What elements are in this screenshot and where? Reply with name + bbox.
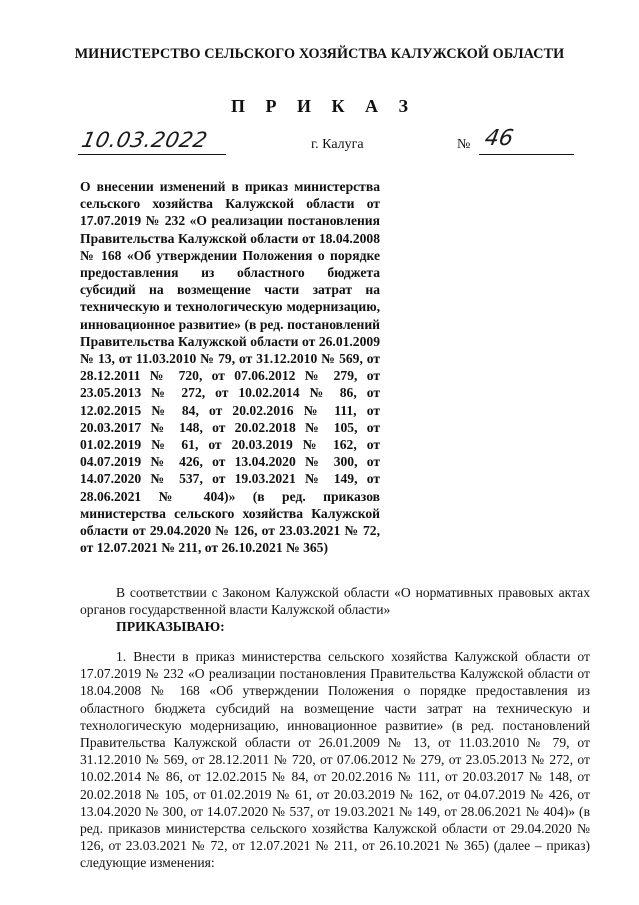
clause-1-paragraph: 1. Внести в приказ министерства сельского хозяйства Калужской области от 17.07.2019 № 232 «О реализации постановления Правительства Калужской области от 18.04.2008 № 168 «Об утверждении Положения о порядке предоставления из областного бюджета субсидий на возмещение части затрат на техническую и технологическую модернизацию, инновационное развитие» (в ред. постановлений Правительства Калужской области от 26.01.2009 № 13, от 11.03.2010 № 79, от 31.12.2010 № 569, от 28.12.2011 № 720, от 07.06.2012 № 279, от 23.05.2013 № 272, от 10.02.2014 № 86, от 12.02.2015 № 84, от 20.02.2016 № 111, от 20.03.2017 № 148, от 20.02.2018 № 105, от 01.02.2019 № 61, от 20.03.2019 № 162, от 04.07.2019 № 426, от 13.04.2020 № 300, от 14.07.2020 № 537, от 19.03.2021 № 149, от 28.06.2021 № 404)» (в ред. приказов министерства сельского хозяйства Калужской области от 29.04.2020 № 126, от 23.03.2021 № 72, от 12.07.2021 № 211, от 26.10.2021 № 365) (далее – приказ) следующие изменения: (80, 649, 590, 871)
number-underline (479, 154, 574, 155)
order-city: г. Калуга (311, 137, 364, 152)
order-date-field (78, 128, 226, 155)
order-title: П Р И К А З (230, 96, 417, 116)
order-number-sign: № (457, 137, 471, 152)
order-date-handwritten: 10.03.2022 (79, 128, 210, 152)
date-underline (78, 154, 226, 155)
order-number-handwritten: 46 (482, 126, 516, 151)
command-word: ПРИКАЗЫВАЮ: (116, 619, 225, 634)
legal-basis-paragraph: В соответствии с Законом Калужской области «О нормативных правовых актах органов государственной власти Калужской области» (80, 585, 590, 617)
order-number-field (479, 126, 574, 155)
ministry-name: МИНИСТЕРСТВО СЕЛЬСКОГО ХОЗЯЙСТВА КАЛУЖСКОЙ ОБЛАСТИ (74, 46, 565, 62)
order-subject: О внесении изменений в приказ министерства сельского хозяйства Калужской области от 17.07.2019 № 232 «О реализации постановления Правительства Калужской области от 18.04.2008 № 168 «Об утверждении Положения о порядке предоставления из областного бюджета субсидий на возмещение части затрат на техническую и технологическую модернизацию, инновационное развитие» (в ред. постановлений Правительства Калужской области от 26.01.2009 № 13, от 11.03.2010 № 79, от 31.12.2010 № 569, от 28.12.2011 № 720, от 07.06.2012 № 279, от 23.05.2013 № 272, от 10.02.2014 № 86, от 12.02.2015 № 84, от 20.02.2016 № 111, от 20.03.2017 № 148, от 20.02.2018 № 105, от 01.02.2019 № 61, от 20.03.2019 № 162, от 04.07.2019 № 426, от 13.04.2020 № 300, от 14.07.2020 № 537, от 19.03.2021 № 149, от 28.06.2021 № 404)» (в ред. приказов министерства сельского хозяйства Калужской области от 29.04.2020 № 126, от 23.03.2021 № 72, от 12.07.2021 № 211, от 26.10.2021 № 365) (80, 179, 380, 556)
